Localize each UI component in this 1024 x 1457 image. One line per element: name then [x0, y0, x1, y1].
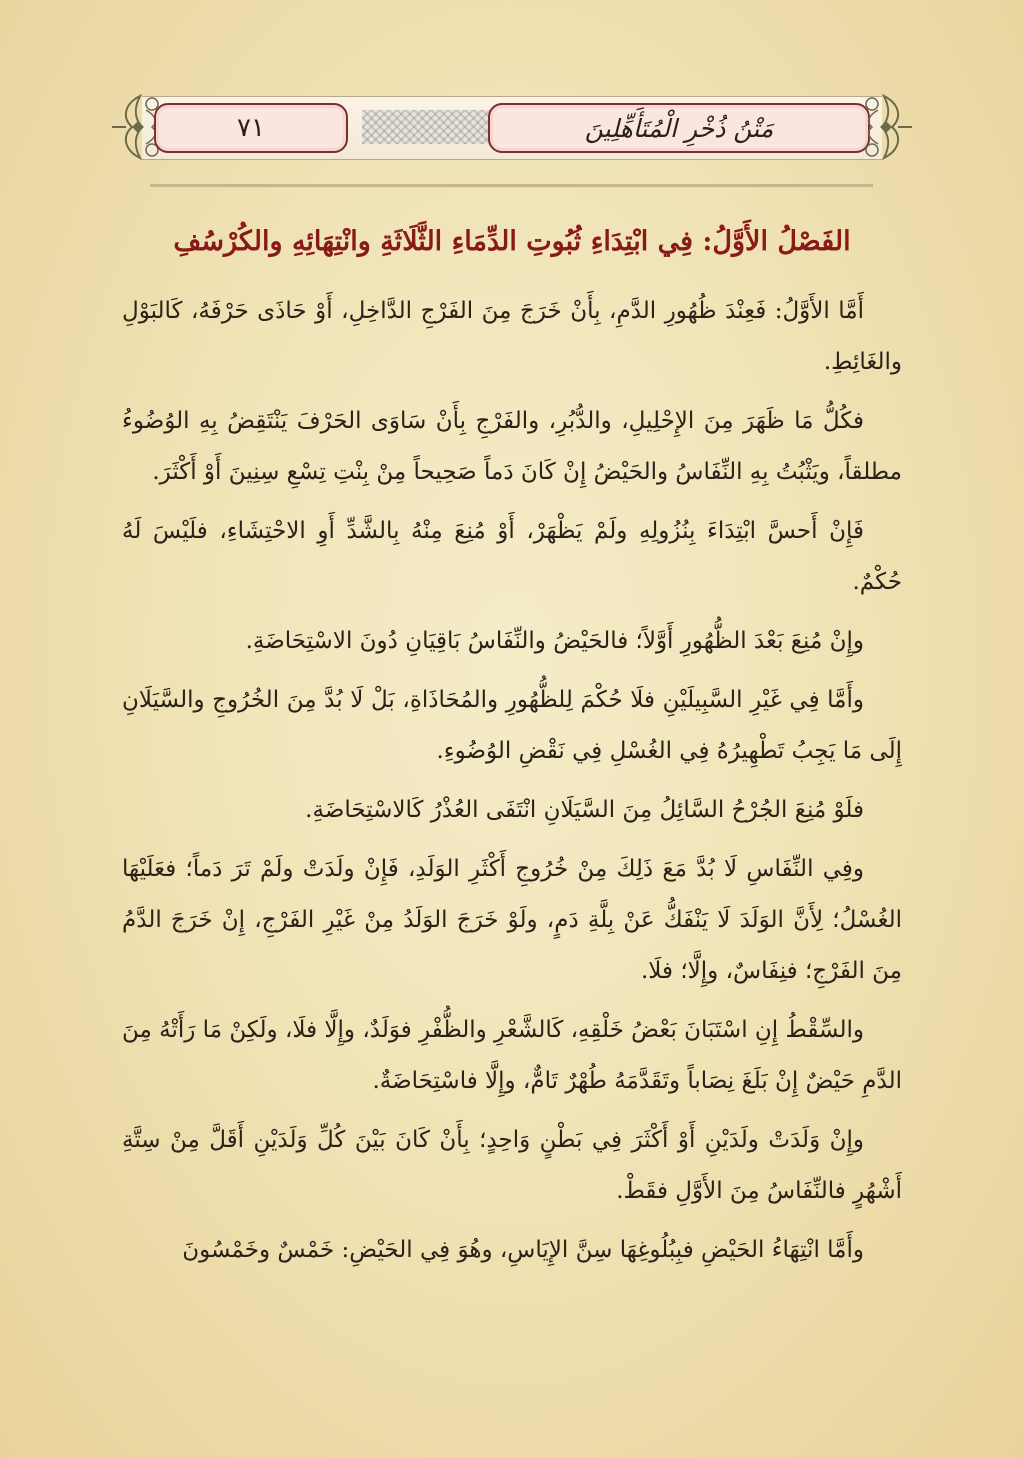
paragraph: وإِنْ وَلَدَتْ ولَدَيْنِ أَوْ أَكْثَرَ فِي بَطْنٍ وَاحِدٍ؛ بِأَنْ كَانَ بَيْنَ كُلِّ وَلَدَيْنِ أَقَلَّ مِنْ سِتَّةِ أَشْهُرٍ فالنِّفَاسُ مِنَ الأَوَّلِ فقَطْ.: [122, 1127, 902, 1204]
book-title: مَتْنُ ذُخْرِ الْمُتَأَهِّلِينَ: [584, 113, 774, 143]
page-body: [122, 222, 902, 1284]
paragraph: وفِي النِّفَاسِ لَا بُدَّ مَعَ ذَلِكَ مِنْ خُرُوجِ أَكْثَرِ الوَلَدِ، فَإِنْ ولَدَتْ ولَمْ تَرَ دَماً؛ فعَلَيْهَا الغُسْلُ؛ لِأَنَّ الوَلَدَ لَا يَنْفَكُّ عَنْ بِلَّةِ دَمٍ، ولَوْ خَرَجَ الوَلَدُ مِنْ غَيْرِ الفَرْجِ، إِنْ خَرَجَ الدَّمُ مِنَ الفَرْجِ؛ فنِفَاسٌ، وإِلَّا؛ فلَا.: [122, 856, 902, 984]
chapter-title: الفَصْلُ الأَوَّلُ: فِي ابْتِدَاءِ ثُبُوتِ الدِّمَاءِ الثَّلَاثَةِ وانْتِهَائِهِ والكُرْسُفِ: [173, 226, 851, 257]
paragraph: وإِنْ مُنِعَ بَعْدَ الظُّهُورِ أَوَّلاً؛ فالحَيْضُ والنِّفَاسُ بَاقِيَانِ دُونَ الاسْتِحَاضَةِ.: [245, 628, 864, 654]
page-number: ٧١: [237, 113, 265, 143]
paragraph: وأَمَّا انْتِهَاءُ الحَيْضِ فبِبُلُوغِهَا سِنَّ الإِيَاسِ، وهُوَ فِي الحَيْضِ: خَمْسٌ وخَمْسُونَ: [182, 1237, 864, 1263]
book-title-cartouche: [488, 103, 870, 153]
floral-ornament-icon: [856, 90, 912, 164]
page-header: [112, 88, 912, 166]
paragraph: فلَوْ مُنِعَ الجُرْحُ السَّائِلُ مِنَ السَّيَلَانِ انْتَفَى العُذْرُ كَالاسْتِحَاضَةِ.: [305, 797, 864, 823]
paragraph: والسِّقْطُ إِنِ اسْتَبَانَ بَعْضُ خَلْقِهِ، كَالشَّعْرِ والظُّفْرِ فوَلَدٌ، وإِلَّا فلَا، ولَكِنْ مَا رَأَتْهُ مِنَ الدَّمِ حَيْضٌ إِنْ بَلَغَ نِصَاباً وتَقَدَّمَهُ طُهْرٌ تَامٌّ، وإِلَّا فاسْتِحَاضَةٌ.: [122, 1017, 902, 1094]
header-divider: [150, 184, 873, 188]
paragraph: أَمَّا الأَوَّلُ: فَعِنْدَ ظُهُورِ الدَّمِ، بِأَنْ خَرَجَ مِنَ الفَرْجِ الدَّاخِلِ، أَوْ حَاذَى حَرْفَهُ، كَالبَوْلِ والغَائِطِ.: [122, 298, 902, 375]
paragraph: فكُلُّ مَا ظَهَرَ مِنَ الإِحْلِيلِ، والدُّبُرِ، والفَرْجِ بِأَنْ سَاوَى الحَرْفَ يَنْتَقِضُ بِهِ الوُضُوءُ مطلقاً، ويَثْبُتُ بِهِ النِّفَاسُ والحَيْضُ إِنْ كَانَ دَماً صَحِيحاً مِنْ بِنْتِ تِسْعِ سِنِينَ أَوْ أَكْثَرَ.: [122, 408, 902, 485]
paragraph: فَإِنْ أَحسَّ ابْتِدَاءَ بِنُزُولِهِ ولَمْ يَظْهَرْ، أَوْ مُنِعَ مِنْهُ بِالشَّدِّ أَوِ الاحْتِشَاءِ، فلَيْسَ لَهُ حُكْمٌ.: [122, 518, 902, 595]
page-number-cartouche: [154, 103, 348, 153]
paragraph: وأَمَّا فِي غَيْرِ السَّبِيلَيْنِ فلَا حُكْمَ لِلظُّهُورِ والمُحَاذَاةِ، بَلْ لَا بُدَّ مِنَ الخُرُوجِ والسَّيَلَانِ إِلَى مَا يَجِبُ تَطْهِيرُهُ فِي الغُسْلِ فِي نَقْضِ الوُضُوءِ.: [122, 687, 902, 764]
